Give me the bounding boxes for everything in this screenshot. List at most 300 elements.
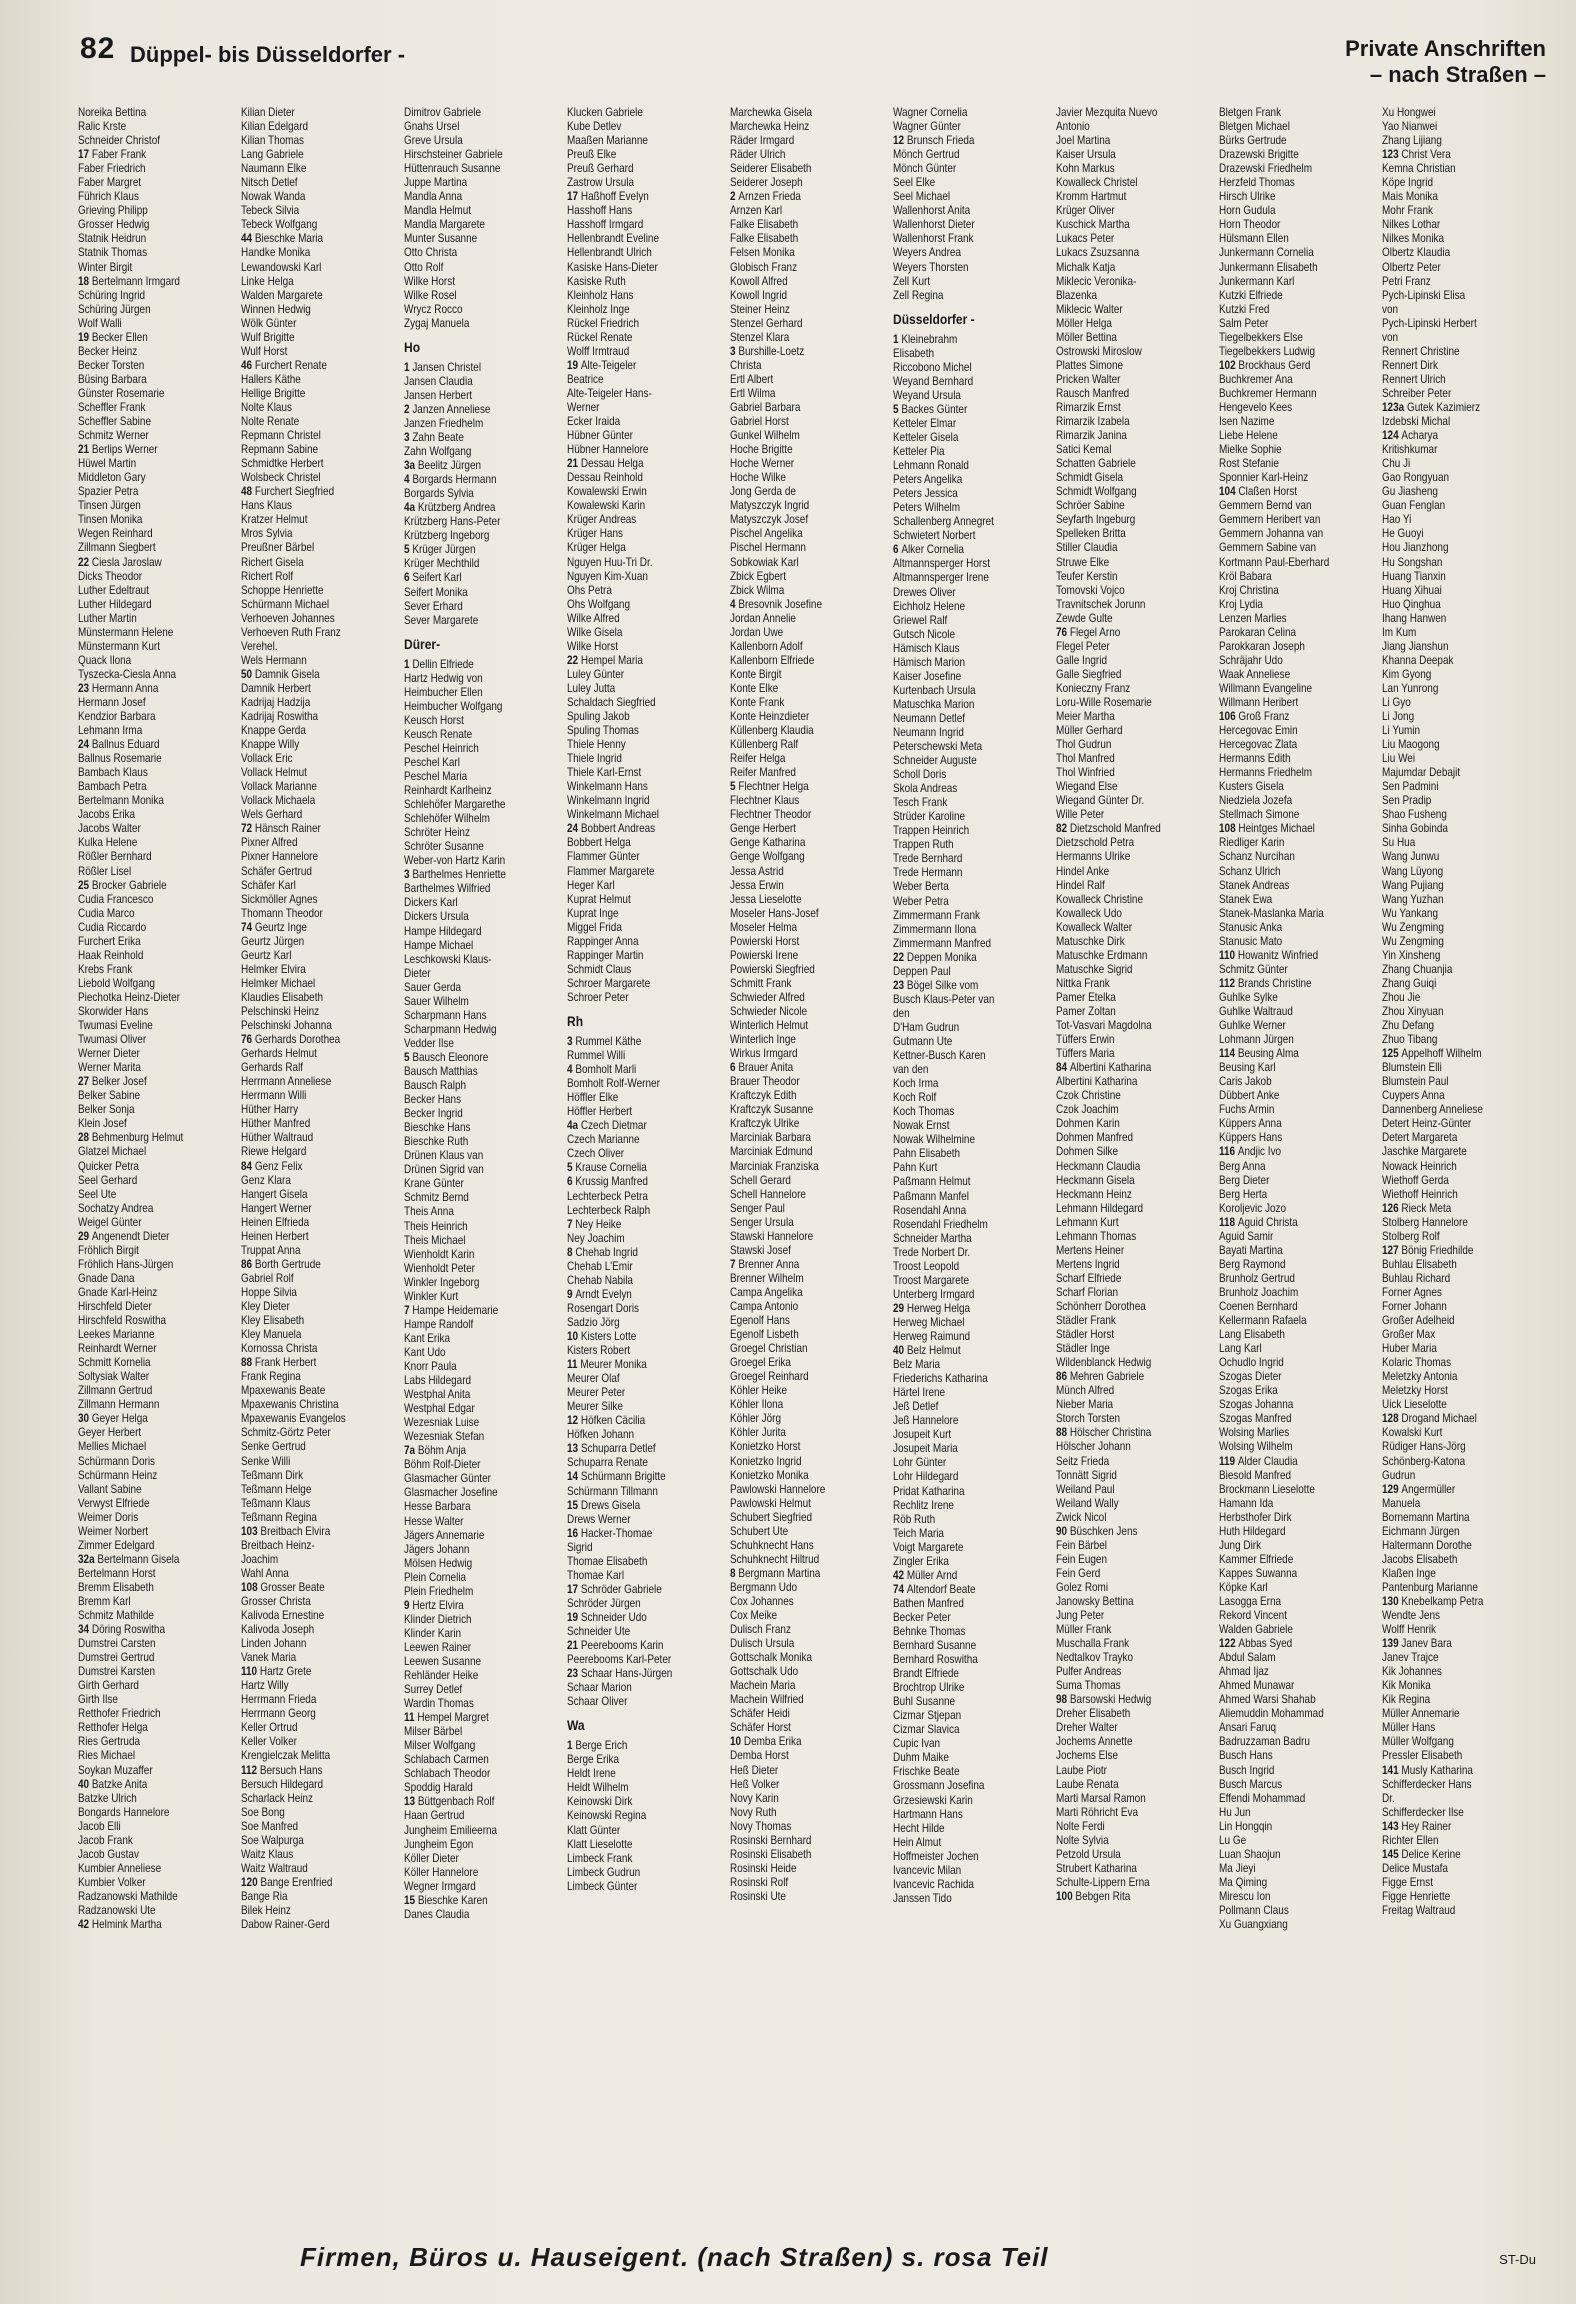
page-header — [60, 30, 1546, 100]
resident-entry: Detert Margareta — [1382, 1131, 1458, 1145]
resident-entry: Thol Manfred — [1056, 752, 1115, 766]
resident-entry: Yao Nianwei — [1382, 120, 1438, 134]
resident-entry: 27 Belker Josef — [78, 1075, 147, 1089]
resident-entry: Schwieder Alfred — [730, 990, 805, 1004]
resident-entry: 112 Bersuch Hans — [241, 1763, 323, 1777]
resident-entry: 76 Flegel Arno — [1056, 625, 1121, 639]
resident-entry: 7 Brenner Anna — [730, 1257, 800, 1271]
footer-code: ST-Du — [1499, 2252, 1536, 2267]
resident-entry: Helmker Elvira — [241, 962, 306, 976]
resident-entry: Schatten Gabriele — [1056, 457, 1136, 471]
resident-entry: Heldt Irene — [567, 1767, 616, 1781]
resident-entry: 72 Hänsch Rainer — [241, 822, 321, 836]
resident-entry: Hermann Josef — [78, 695, 146, 709]
resident-entry: Kowalewski Karin — [567, 499, 646, 513]
house-number: 108 — [241, 1580, 261, 1594]
house-number: 24 — [567, 822, 581, 836]
resident-entry: 4 Bomholt Marli — [567, 1063, 637, 1077]
resident-entry: Weyers Thorsten — [893, 260, 969, 274]
resident-entry: Herweg Michael — [893, 1315, 965, 1329]
resident-entry: Winkelmann Michael — [567, 808, 659, 822]
resident-entry: 12 Höfken Cäcilia — [567, 1414, 646, 1428]
resident-entry: Kohn Markus — [1056, 162, 1115, 176]
resident-entry: Stellmach Simone — [1219, 808, 1300, 822]
resident-entry: 32a Bertelmann Gisela — [78, 1552, 180, 1566]
resident-entry: Büsing Barbara — [78, 372, 147, 386]
house-number: 48 — [241, 485, 255, 499]
resident-entry: Griewel Ralf — [893, 613, 948, 627]
resident-entry: Tinsen Jürgen — [78, 499, 141, 513]
house-number: 143 — [1382, 1819, 1402, 1833]
resident-entry: 88 Hölscher Christina — [1056, 1426, 1152, 1440]
resident-entry: Zhang Guiqi — [1382, 976, 1437, 990]
resident-entry: Wille Peter — [1056, 808, 1105, 822]
resident-entry: Abdul Salam — [1219, 1651, 1276, 1665]
resident-entry: Hampe Hildegard — [404, 924, 482, 938]
resident-entry: Geurtz Karl — [241, 948, 292, 962]
resident-entry: Khanna Deepak — [1382, 653, 1454, 667]
resident-entry: Heß Volker — [730, 1777, 780, 1791]
resident-entry: Rappinger Martin — [567, 948, 644, 962]
resident-entry: Skorwider Hans — [78, 1005, 149, 1018]
resident-entry: Schmitz Günter — [1219, 962, 1288, 976]
resident-entry: Lukacs Zsuzsanna — [1056, 246, 1140, 260]
resident-entry: Ralic Krste — [78, 120, 127, 134]
resident-entry: Thol Winfried — [1056, 766, 1115, 780]
resident-entry: Gemmern Sabine van — [1219, 541, 1316, 555]
resident-entry: Ketteler Pia — [893, 445, 945, 459]
resident-entry: von — [1382, 302, 1399, 316]
resident-entry: Heß Dieter — [730, 1763, 779, 1777]
resident-entry: Limbeck Günter — [567, 1879, 638, 1893]
resident-entry: Scharf Elfriede — [1056, 1271, 1122, 1285]
resident-entry: den — [893, 1006, 910, 1020]
resident-entry: Tebeck Wolfgang — [241, 218, 318, 232]
resident-entry: Krengielczak Melitta — [241, 1749, 331, 1763]
resident-entry: Pulfer Andreas — [1056, 1665, 1122, 1679]
resident-entry: 8 Bergmann Martina — [730, 1566, 821, 1580]
resident-entry: Schmitz Werner — [78, 429, 149, 443]
resident-entry: Soe Manfred — [241, 1819, 299, 1833]
resident-entry: Tot-Vasvari Magdolna — [1056, 1019, 1152, 1033]
resident-entry: 100 Bebgen Rita — [1056, 1889, 1131, 1903]
resident-entry: Forner Johann — [1382, 1299, 1447, 1313]
resident-entry: Schoppe Henriette — [241, 583, 324, 597]
house-number: 42 — [78, 1918, 92, 1932]
resident-entry: Kilian Dieter — [241, 106, 295, 119]
resident-entry: Pawlowski Helmut — [730, 1496, 811, 1510]
resident-entry: Gabriel Barbara — [730, 400, 801, 414]
resident-entry: Schröter Susanne — [404, 840, 484, 854]
resident-entry: Hu Jun — [1219, 1805, 1251, 1819]
resident-entry: Reifer Manfred — [730, 766, 796, 780]
resident-entry: Münstermann Kurt — [78, 639, 161, 653]
resident-entry: Campa Antonio — [730, 1299, 799, 1313]
resident-entry: Belker Sonja — [78, 1103, 135, 1117]
house-number: 23 — [567, 1667, 581, 1681]
resident-entry: Lehmann Irma — [78, 724, 143, 738]
resident-entry: Wallenhorst Frank — [893, 232, 974, 246]
resident-entry: Labs Hildegard — [404, 1374, 472, 1388]
resident-entry: Hampe Randolf — [404, 1317, 474, 1331]
resident-entry: 128 Drogand Michael — [1382, 1412, 1477, 1426]
resident-entry: Scheffler Frank — [78, 400, 146, 414]
resident-entry: Marti Röhricht Eva — [1056, 1805, 1139, 1819]
resident-entry: Jansen Claudia — [404, 374, 473, 388]
resident-entry: Paßmann Helmut — [893, 1175, 971, 1189]
resident-entry: Nowak Wanda — [241, 190, 306, 204]
house-number: 9 — [404, 1598, 413, 1612]
resident-entry: 1 Dellin Elfriede — [404, 657, 474, 671]
resident-entry: Kumbier Volker — [78, 1875, 146, 1889]
resident-entry: Seel Gerhard — [78, 1173, 138, 1187]
house-number: 42 — [893, 1568, 907, 1582]
house-number: 29 — [78, 1229, 92, 1243]
resident-entry: Jessa Astrid — [730, 864, 784, 878]
resident-entry: Dreher Elisabeth — [1056, 1707, 1131, 1721]
resident-entry: Janssen Tido — [893, 1891, 952, 1905]
house-number: 15 — [404, 1893, 418, 1907]
resident-entry: Herrmann Willi — [241, 1089, 307, 1103]
resident-entry: Alte-Teigeler Hans- — [567, 386, 652, 400]
listing-column — [1219, 106, 1359, 2236]
resident-entry: 129 Angermüller — [1382, 1482, 1456, 1496]
resident-entry: Szogas Manfred — [1219, 1412, 1292, 1426]
resident-entry: Gunkel Wilhelm — [730, 429, 800, 443]
resident-entry: Buhl Susanne — [893, 1695, 956, 1709]
resident-entry: Ivancevic Milan — [893, 1863, 962, 1877]
resident-entry: Nolte Sylvia — [1056, 1833, 1109, 1847]
resident-entry: Winterlich Helmut — [730, 1019, 809, 1033]
resident-entry: Verhoeven Johannes — [241, 611, 335, 625]
resident-entry: 19 Becker Ellen — [78, 330, 148, 344]
resident-entry: Sochatzy Andrea — [78, 1201, 154, 1215]
resident-entry: Becker Ingrid — [404, 1107, 463, 1121]
resident-entry: Lechterbeck Ralph — [567, 1203, 651, 1217]
resident-entry: Drazewski Brigitte — [1219, 148, 1299, 162]
resident-entry: Kroj Lydia — [1219, 597, 1263, 611]
resident-entry: Schüring Ingrid — [78, 288, 146, 302]
resident-entry: Krüger Hans — [567, 527, 623, 541]
resident-entry: Bletgen Frank — [1219, 106, 1282, 119]
resident-entry: Fein Eugen — [1056, 1552, 1108, 1566]
resident-entry: Tesch Frank — [893, 796, 948, 810]
resident-entry: 125 Appelhoff Wilhelm — [1382, 1047, 1482, 1061]
resident-entry: Senger Ursula — [730, 1215, 794, 1229]
resident-entry: Jessa Lieselotte — [730, 892, 802, 906]
resident-entry: 50 Damnik Gisela — [241, 667, 320, 681]
resident-entry: Schröter Heinz — [404, 826, 470, 840]
resident-entry: Soltysiak Walter — [78, 1370, 150, 1384]
resident-entry: Sen Padmini — [1382, 780, 1439, 794]
resident-entry: 120 Bange Erenfried — [241, 1875, 333, 1889]
resident-entry: Mertens Ingrid — [1056, 1257, 1120, 1271]
resident-entry: Beatrice — [567, 372, 604, 386]
resident-entry: Gabriel Horst — [730, 415, 789, 429]
resident-entry: Blumstein Paul — [1382, 1075, 1449, 1089]
resident-entry: Lu Ge — [1219, 1833, 1247, 1847]
resident-entry: Zingler Erika — [893, 1554, 949, 1568]
house-number: 34 — [78, 1623, 92, 1637]
resident-entry: Falke Elisabeth — [730, 232, 799, 246]
resident-entry: Laube Piotr — [1056, 1763, 1108, 1777]
resident-entry: 7a Böhm Anja — [404, 1444, 467, 1458]
resident-entry: Klein Josef — [78, 1117, 127, 1131]
resident-entry: Kulka Helene — [78, 836, 138, 850]
resident-entry: Müller Wolfgang — [1382, 1735, 1454, 1749]
resident-entry: Troost Margarete — [893, 1273, 970, 1287]
resident-entry: Lenzen Marlies — [1219, 611, 1287, 625]
resident-entry: Olbertz Peter — [1382, 260, 1441, 274]
resident-entry: Konieczny Franz — [1056, 681, 1131, 695]
house-number: 108 — [1219, 822, 1239, 836]
resident-entry: Pischel Hermann — [730, 541, 806, 555]
resident-entry: Bathen Manfred — [893, 1596, 964, 1610]
resident-entry: Rosendahl Friedhelm — [893, 1217, 988, 1231]
resident-entry: Luley Jutta — [567, 681, 616, 695]
resident-entry: Bremm Elisabeth — [78, 1580, 154, 1594]
resident-entry: Mölsen Hedwig — [404, 1556, 473, 1570]
resident-entry: Pixner Hannelore — [241, 850, 319, 864]
resident-entry: Winkler Kurt — [404, 1289, 459, 1303]
resident-entry: Ecker Iraida — [567, 415, 621, 429]
resident-entry: Miklecic Veronika- — [1056, 274, 1137, 288]
resident-entry: Novy Karin — [730, 1791, 779, 1805]
resident-entry: Klaßen Inge — [1382, 1566, 1436, 1580]
resident-entry: Lasogga Erna — [1219, 1594, 1282, 1608]
house-number: 4 — [404, 473, 413, 487]
resident-entry: Hermanns Edith — [1219, 752, 1291, 766]
resident-entry: Münch Alfred — [1056, 1384, 1115, 1398]
resident-entry: Travnitschek Jorunn — [1056, 597, 1146, 611]
resident-entry: Verehel. — [241, 639, 278, 653]
resident-entry: Keinowski Regina — [567, 1809, 647, 1823]
resident-entry: Mönch Gertrud — [893, 148, 960, 162]
resident-entry: Wiegand Else — [1056, 780, 1118, 794]
resident-entry: Cudia Riccardo — [78, 920, 147, 934]
resident-entry: 28 Behmenburg Helmut — [78, 1131, 184, 1145]
house-number: 22 — [567, 653, 581, 667]
resident-entry: Su Hua — [1382, 836, 1416, 850]
resident-entry: Scharpmann Hans — [404, 1008, 487, 1022]
resident-entry: Herrmann Anneliese — [241, 1075, 332, 1089]
resident-entry: Stolberg Rolf — [1382, 1229, 1440, 1243]
resident-entry: Plein Cornelia — [404, 1570, 467, 1584]
resident-entry: Preußner Bärbel — [241, 541, 315, 555]
resident-entry: Eichholz Helene — [893, 599, 966, 613]
resident-entry: Powierski Horst — [730, 934, 800, 948]
resident-entry: Buhlau Richard — [1382, 1271, 1451, 1285]
house-number: 86 — [241, 1257, 255, 1271]
resident-entry: 9 Arndt Evelyn — [567, 1287, 632, 1301]
resident-entry: Milser Wolfgang — [404, 1739, 476, 1753]
resident-entry: 116 Andjic Ivo — [1219, 1145, 1282, 1159]
house-number: 44 — [241, 232, 255, 246]
resident-entry: Matuschke Sigrid — [1056, 962, 1133, 976]
resident-entry: Wang Pujiang — [1382, 878, 1444, 892]
house-number: 5 — [893, 402, 902, 416]
resident-entry: Bletgen Michael — [1219, 120, 1290, 134]
resident-entry: Rennert Christine — [1382, 344, 1460, 358]
resident-entry: Wegen Reinhard — [78, 527, 153, 541]
house-number: 10 — [567, 1329, 581, 1343]
resident-entry: Wu Zengming — [1382, 934, 1444, 948]
resident-entry: Spelleken Britta — [1056, 527, 1126, 541]
resident-entry: Arnzen Karl — [730, 204, 783, 218]
resident-entry: Hüwel Martin — [78, 457, 137, 471]
resident-entry: Felsen Monika — [730, 246, 795, 260]
resident-entry: Egenolf Hans — [730, 1314, 790, 1328]
resident-entry: 122 Abbas Syed — [1219, 1637, 1293, 1651]
house-number: 116 — [1219, 1145, 1238, 1159]
house-number: 88 — [241, 1356, 255, 1370]
resident-entry: 5 Krüger Jürgen — [404, 543, 476, 557]
resident-entry: 3 Burshille-Loetz — [730, 344, 805, 358]
resident-entry: Hasshoff Irmgard — [567, 218, 644, 232]
resident-entry: Ries Gertruda — [78, 1735, 141, 1749]
resident-entry: 112 Brands Christine — [1219, 976, 1312, 990]
resident-entry: Luther Martin — [78, 611, 137, 625]
resident-entry: Zillmann Siegbert — [78, 541, 156, 555]
house-number: 82 — [1056, 822, 1070, 836]
resident-entry: Marciniak Barbara — [730, 1131, 811, 1145]
resident-entry: Pawlowski Hannelore — [730, 1482, 826, 1496]
resident-entry: Kleinholz Hans — [567, 288, 634, 302]
resident-entry: Neumann Ingrid — [893, 725, 964, 739]
resident-entry: Hellenbrandt Eveline — [567, 232, 660, 246]
house-number: 19 — [78, 330, 92, 344]
resident-entry: Hu Songshan — [1382, 555, 1443, 569]
resident-entry: Schürmann Doris — [78, 1454, 156, 1468]
listing-column — [730, 106, 870, 2236]
resident-entry: Parokaran Celina — [1219, 625, 1297, 639]
resident-entry: 46 Furchert Renate — [241, 358, 327, 372]
resident-entry: Biesold Manfred — [1219, 1468, 1292, 1482]
resident-entry: Chehab Nabila — [567, 1273, 633, 1287]
resident-entry: Berge Erika — [567, 1753, 620, 1767]
resident-entry: Li Gyo — [1382, 695, 1411, 709]
resident-entry: Rekord Vincent — [1219, 1609, 1287, 1623]
resident-entry: Jacob Gustav — [78, 1847, 139, 1861]
resident-entry: Beusing Karl — [1219, 1061, 1276, 1075]
resident-entry: Kley Dieter — [241, 1299, 290, 1313]
resident-entry: Busch Ingrid — [1219, 1763, 1275, 1777]
resident-entry: Meurer Peter — [567, 1386, 626, 1400]
resident-entry: Berg Herta — [1219, 1187, 1268, 1201]
resident-entry: Herrmann Georg — [241, 1707, 316, 1721]
resident-entry: Janowsky Bettina — [1056, 1594, 1134, 1608]
resident-entry: Schneider Martha — [893, 1231, 972, 1245]
resident-entry: 11 Meurer Monika — [567, 1358, 647, 1372]
resident-entry: Köpke Karl — [1219, 1580, 1268, 1594]
resident-entry: Czech Marianne — [567, 1133, 640, 1147]
resident-entry: Schlabach Theodor — [404, 1767, 491, 1781]
house-number: 1 — [893, 332, 902, 346]
footer-banner: Firmen, Büros u. Hauseigent. (nach Straßen) s. rosa Teil — [300, 2242, 1049, 2272]
resident-entry: Kaiser Ursula — [1056, 148, 1116, 162]
resident-entry: 10 Demba Erika — [730, 1735, 802, 1749]
resident-entry: Wölk Günter — [241, 316, 297, 330]
resident-entry: Weber-von Hartz Karin — [404, 854, 506, 868]
resident-entry: Kowalleck Christine — [1056, 892, 1144, 906]
resident-entry: 24 Bobbert Andreas — [567, 822, 656, 836]
resident-entry: Wilke Horst — [404, 274, 455, 288]
listing-column — [567, 106, 707, 2236]
house-number: 10 — [730, 1735, 744, 1749]
resident-entry: Westphal Anita — [404, 1388, 471, 1402]
resident-entry: Teßmann Dirk — [241, 1468, 304, 1482]
house-number: 124 — [1382, 429, 1402, 443]
resident-entry: Wolsing Marlies — [1219, 1426, 1290, 1440]
house-number: 19 — [567, 358, 581, 372]
resident-entry: Rößler Bernhard — [78, 850, 152, 864]
resident-entry: Zimmermann Ilona — [893, 922, 977, 936]
resident-entry: Elisabeth — [893, 346, 935, 360]
resident-entry: Flammer Günter — [567, 850, 640, 864]
resident-entry: Unterberg Irmgard — [893, 1287, 975, 1301]
resident-entry: 127 Bönig Friedhilde — [1382, 1243, 1474, 1257]
resident-entry: 8 Chehab Ingrid — [567, 1245, 638, 1259]
resident-entry: Voigt Margarete — [893, 1540, 964, 1554]
resident-entry: Lang Gabriele — [241, 148, 304, 162]
resident-entry: Matuschke Erdmann — [1056, 948, 1148, 962]
resident-entry: Dreher Walter — [1056, 1721, 1118, 1735]
resident-entry: Leschkowski Klaus- — [404, 952, 492, 966]
resident-entry: 29 Angenendt Dieter — [78, 1229, 170, 1243]
resident-entry: 124 Acharya — [1382, 429, 1438, 443]
house-number: 25 — [78, 878, 92, 892]
resident-entry: Tiegelbekkers Else — [1219, 330, 1303, 344]
resident-entry: Kappes Suwanna — [1219, 1566, 1298, 1580]
resident-entry: 22 Deppen Monika — [893, 950, 977, 964]
resident-entry: Stenzel Gerhard — [730, 316, 803, 330]
resident-entry: 6 Alker Cornelia — [893, 543, 964, 557]
resident-entry: Dulisch Ursula — [730, 1637, 795, 1651]
resident-entry: Wegner Irmgard — [404, 1879, 476, 1893]
resident-entry: Wang Lüyong — [1382, 864, 1444, 878]
resident-entry: Schneider Auguste — [893, 754, 977, 768]
resident-entry: Gutsch Nicole — [893, 627, 956, 641]
resident-entry: Rennert Dirk — [1382, 358, 1438, 372]
resident-entry: Thomae Karl — [567, 1568, 625, 1582]
resident-entry: Gu Jiasheng — [1382, 485, 1438, 499]
resident-entry: Flechtner Klaus — [730, 794, 800, 808]
resident-entry: Verhoeven Ruth Franz — [241, 625, 341, 639]
resident-entry: Skola Andreas — [893, 782, 958, 796]
resident-entry: Grossmann Josefina — [893, 1779, 985, 1793]
resident-entry: Vanek Maria — [241, 1651, 297, 1665]
resident-entry: Josupeit Kurt — [893, 1428, 952, 1442]
resident-entry: Pixner Alfred — [241, 836, 298, 850]
resident-entry: Sauer Gerda — [404, 980, 462, 994]
resident-entry: Blumstein Elli — [1382, 1061, 1442, 1075]
resident-entry: Jordan Annelie — [730, 611, 796, 625]
resident-entry: Seifert Monika — [404, 585, 468, 599]
resident-entry: Moseler Hans-Josef — [730, 906, 819, 920]
resident-entry: Quack Ilona — [78, 653, 132, 667]
resident-entry: Schmitz-Görtz Peter — [241, 1426, 331, 1440]
resident-entry: Buchkremer Hermann — [1219, 386, 1317, 400]
resident-entry: 11 Hempel Margret — [404, 1711, 489, 1725]
resident-entry: Albertini Katharina — [1056, 1075, 1138, 1089]
resident-entry: Weiland Wally — [1056, 1496, 1119, 1510]
resident-entry: Winkelmann Hans — [567, 780, 648, 794]
resident-entry: 42 Müller Arnd — [893, 1568, 958, 1582]
resident-entry: Konietzko Ingrid — [730, 1454, 802, 1468]
resident-entry: Rausch Manfred — [1056, 386, 1130, 400]
house-number: 123 — [1382, 148, 1402, 162]
resident-entry: Yin Xinsheng — [1382, 948, 1441, 962]
